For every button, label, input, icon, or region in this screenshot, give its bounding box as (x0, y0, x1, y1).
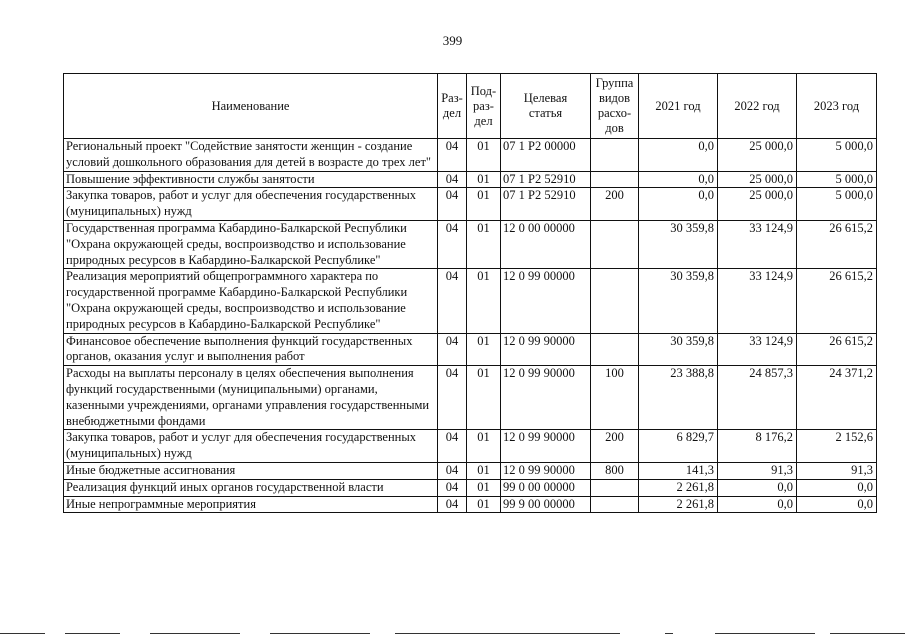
cell-expense-group (591, 496, 639, 513)
cell-section: 04 (438, 496, 467, 513)
cell-2022: 25 000,0 (718, 171, 797, 188)
cell-2023: 91,3 (797, 462, 877, 479)
cell-expense-group: 800 (591, 462, 639, 479)
cell-section: 04 (438, 333, 467, 366)
cell-2022: 24 857,3 (718, 366, 797, 430)
cell-subsection: 01 (467, 462, 501, 479)
cell-section: 04 (438, 462, 467, 479)
cell-2023: 5 000,0 (797, 139, 877, 172)
cell-subsection: 01 (467, 496, 501, 513)
cell-expense-group (591, 479, 639, 496)
cell-name: Реализация функций иных органов государственной власти (64, 479, 438, 496)
header-row (64, 74, 877, 139)
cell-2023: 5 000,0 (797, 188, 877, 221)
table-row (64, 496, 877, 513)
cell-name: Региональный проект "Содействие занятости женщин - создание условий дошкольного образования для детей в возрасте до трех лет" (64, 139, 438, 172)
cell-target-item: 12 0 99 90000 (501, 333, 591, 366)
cell-2023: 5 000,0 (797, 171, 877, 188)
cell-section: 04 (438, 220, 467, 268)
cell-target-item: 12 0 99 00000 (501, 269, 591, 333)
cell-2021: 30 359,8 (639, 220, 718, 268)
header-expense-group: Группа видов расхо- дов (591, 74, 639, 139)
cell-expense-group (591, 333, 639, 366)
cell-expense-group (591, 220, 639, 268)
cell-section: 04 (438, 139, 467, 172)
cell-2021: 2 261,8 (639, 479, 718, 496)
cell-expense-group: 100 (591, 366, 639, 430)
cell-subsection: 01 (467, 171, 501, 188)
cell-subsection: 01 (467, 188, 501, 221)
cell-name: Расходы на выплаты персоналу в целях обеспечения выполнения функций государственными (муниципальными) органами, казенными учреждениями, органами управления государственными внебюджетными фондами (64, 366, 438, 430)
page-number: 399 (442, 33, 463, 48)
table-row (64, 139, 877, 172)
cell-2023: 24 371,2 (797, 366, 877, 430)
cell-2023: 26 615,2 (797, 269, 877, 333)
cell-2021: 23 388,8 (639, 366, 718, 430)
cell-subsection: 01 (467, 430, 501, 463)
cell-subsection: 01 (467, 333, 501, 366)
table-body (64, 139, 877, 513)
header-subsection: Под- раз- дел (467, 74, 501, 139)
footer-rule (0, 633, 905, 636)
table-row (64, 220, 877, 268)
cell-expense-group: 200 (591, 430, 639, 463)
cell-expense-group (591, 171, 639, 188)
cell-target-item: 12 0 99 90000 (501, 430, 591, 463)
cell-name: Иные бюджетные ассигнования (64, 462, 438, 479)
cell-subsection: 01 (467, 139, 501, 172)
cell-2021: 0,0 (639, 171, 718, 188)
cell-subsection: 01 (467, 479, 501, 496)
cell-2021: 6 829,7 (639, 430, 718, 463)
cell-target-item: 99 0 00 00000 (501, 479, 591, 496)
table-row (64, 462, 877, 479)
cell-subsection: 01 (467, 269, 501, 333)
cell-section: 04 (438, 171, 467, 188)
cell-2022: 91,3 (718, 462, 797, 479)
cell-expense-group (591, 269, 639, 333)
cell-target-item: 07 1 P2 52910 (501, 171, 591, 188)
table-row (64, 171, 877, 188)
cell-expense-group (591, 139, 639, 172)
cell-name: Финансовое обеспечение выполнения функций государственных органов, оказания услуг и выполнения работ (64, 333, 438, 366)
cell-2021: 0,0 (639, 188, 718, 221)
cell-2022: 0,0 (718, 496, 797, 513)
table-row (64, 479, 877, 496)
header-year-2021: 2021 год (639, 74, 718, 139)
cell-2023: 26 615,2 (797, 333, 877, 366)
table-row (64, 188, 877, 221)
header-target-item: Целевая статья (501, 74, 591, 139)
cell-section: 04 (438, 366, 467, 430)
cell-2022: 0,0 (718, 479, 797, 496)
header-year-2022: 2022 год (718, 74, 797, 139)
cell-2023: 2 152,6 (797, 430, 877, 463)
header-section: Раз- дел (438, 74, 467, 139)
cell-2022: 25 000,0 (718, 139, 797, 172)
cell-target-item: 99 9 00 00000 (501, 496, 591, 513)
cell-section: 04 (438, 479, 467, 496)
cell-subsection: 01 (467, 366, 501, 430)
budget-table (63, 73, 877, 513)
header-name: Наименование (64, 74, 438, 139)
cell-name: Реализация мероприятий общепрограммного характера по государственной программе Кабардино-Балкарской Республики "Охрана окружающей среды, воспроизводство и использование природных ресурсов в Кабардино-Балкарской Республике" (64, 269, 438, 333)
table-row (64, 430, 877, 463)
cell-2023: 0,0 (797, 479, 877, 496)
table-row (64, 333, 877, 366)
cell-name: Закупка товаров, работ и услуг для обеспечения государственных (муниципальных) нужд (64, 188, 438, 221)
cell-2022: 8 176,2 (718, 430, 797, 463)
cell-name: Иные непрограммные мероприятия (64, 496, 438, 513)
header-year-2023: 2023 год (797, 74, 877, 139)
table-row (64, 366, 877, 430)
cell-2023: 26 615,2 (797, 220, 877, 268)
cell-2022: 33 124,9 (718, 269, 797, 333)
cell-section: 04 (438, 430, 467, 463)
cell-2021: 2 261,8 (639, 496, 718, 513)
cell-target-item: 12 0 00 00000 (501, 220, 591, 268)
cell-2023: 0,0 (797, 496, 877, 513)
table-row (64, 269, 877, 333)
cell-2021: 0,0 (639, 139, 718, 172)
cell-target-item: 12 0 99 90000 (501, 366, 591, 430)
cell-2022: 25 000,0 (718, 188, 797, 221)
cell-target-item: 07 1 P2 52910 (501, 188, 591, 221)
cell-name: Государственная программа Кабардино-Балкарской Республики "Охрана окружающей среды, воспроизводство и использование природных ресурсов в Кабардино-Балкарской Республике" (64, 220, 438, 268)
cell-2021: 141,3 (639, 462, 718, 479)
cell-expense-group: 200 (591, 188, 639, 221)
cell-target-item: 07 1 P2 00000 (501, 139, 591, 172)
cell-2022: 33 124,9 (718, 220, 797, 268)
cell-subsection: 01 (467, 220, 501, 268)
cell-name: Повышение эффективности службы занятости (64, 171, 438, 188)
cell-section: 04 (438, 188, 467, 221)
cell-name: Закупка товаров, работ и услуг для обеспечения государственных (муниципальных) нужд (64, 430, 438, 463)
cell-2021: 30 359,8 (639, 269, 718, 333)
cell-2022: 33 124,9 (718, 333, 797, 366)
cell-2021: 30 359,8 (639, 333, 718, 366)
cell-target-item: 12 0 99 90000 (501, 462, 591, 479)
cell-section: 04 (438, 269, 467, 333)
